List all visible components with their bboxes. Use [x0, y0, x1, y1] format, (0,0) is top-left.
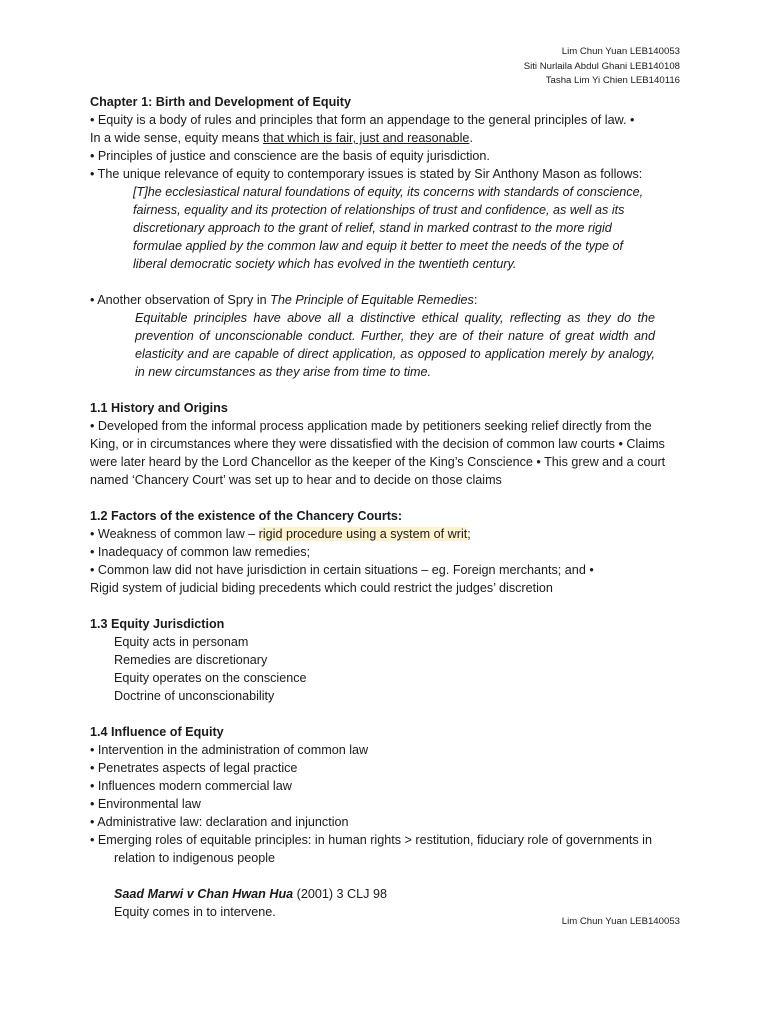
- list-item: Remedies are discretionary: [114, 653, 268, 667]
- paragraph-line: • Developed from the informal process application made by petitioners seeking relief directly from the: [90, 419, 652, 433]
- book-title: The Principle of Equitable Remedies: [270, 293, 474, 307]
- paragraph-line: named ‘Chancery Court’ was set up to hear and to decide on those claims: [90, 473, 502, 487]
- intro-line: • Equity is a body of rules and principles that form an appendage to the general principles of law. •: [90, 113, 635, 127]
- list-item: • Weakness of common law – rigid procedure using a system of writ;: [90, 527, 471, 541]
- list-item: • Emerging roles of equitable principles: in human rights > restitution, fiduciary role of governments in: [90, 833, 652, 847]
- list-item-continuation: relation to indigenous people: [114, 851, 276, 865]
- list-item: • Penetrates aspects of legal practice: [90, 761, 298, 775]
- spry-quote: Equitable principles have above all a distinctive ethical quality, reflecting as they do the prevention of unconscionable conduct. Further, they are of their nature of great width and elasticity and are capable of direct application, as opposed to application merely by analogy, in new circumstances as they arise from time to time.: [135, 311, 655, 379]
- section-heading: 1.1 History and Origins: [90, 401, 228, 415]
- list-item: Doctrine of unconscionability: [114, 689, 275, 703]
- author-line: Tasha Lim Yi Chien LEB140116: [545, 75, 680, 86]
- author-list: [524, 45, 680, 89]
- case-name: Saad Marwi v Chan Hwan Hua: [114, 887, 294, 901]
- intro-line: In a wide sense, equity means that which is fair, just and reasonable.: [90, 131, 473, 145]
- page-footer: Lim Chun Yuan LEB140053: [561, 916, 680, 927]
- intro-line: • The unique relevance of equity to contemporary issues is stated by Sir Anthony Mason as follows:: [90, 167, 643, 181]
- list-item: Equity operates on the conscience: [114, 671, 307, 685]
- underlined-phrase: that which is fair, just and reasonable: [262, 131, 470, 145]
- intro-line: • Principles of justice and conscience are the basis of equity jurisdiction.: [90, 149, 490, 163]
- list-item: • Influences modern commercial law: [90, 779, 292, 793]
- mason-quote: [T]he ecclesiastical natural foundations of equity, its concerns with standards of conscience, fairness, equality and its protection of relationships of trust and confidence, as well as its discretionary approach to the grant of relief, stand in marked contrast to the more rigid formulae applied by the common law and equip it better to meet the needs of the type of liberal democratic society which has evolved in the twentieth century.: [133, 185, 644, 271]
- paragraph-line: were later heard by the Lord Chancellor as the keeper of the King’s Conscience • This grew and a court: [90, 455, 666, 469]
- author-line: Lim Chun Yuan LEB140053: [561, 46, 680, 57]
- case-citation: Saad Marwi v Chan Hwan Hua (2001) 3 CLJ 98: [114, 887, 387, 901]
- chapter-title: Chapter 1: Birth and Development of Equity: [90, 95, 351, 109]
- spry-intro: • Another observation of Spry in The Principle of Equitable Remedies:: [90, 293, 478, 307]
- author-line: Siti Nurlaila Abdul Ghani LEB140108: [523, 60, 680, 72]
- list-item: Equity acts in personam: [114, 635, 249, 649]
- document-body: [90, 93, 690, 921]
- list-item: • Environmental law: [90, 797, 201, 811]
- highlighted-text: rigid procedure using a system of writ: [258, 527, 468, 541]
- section-heading: 1.2 Factors of the existence of the Chancery Courts:: [90, 509, 403, 523]
- paragraph-line: King, or in circumstances where they were dissatisfied with the decision of common law courts • Claims: [90, 437, 665, 451]
- list-item: Rigid system of judicial biding precedents which could restrict the judges’ discretion: [90, 581, 553, 595]
- case-note: Equity comes in to intervene.: [114, 905, 276, 919]
- list-item: • Inadequacy of common law remedies;: [90, 545, 311, 559]
- section-heading: 1.3 Equity Jurisdiction: [90, 617, 225, 631]
- list-item: • Common law did not have jurisdiction in certain situations – eg. Foreign merchants; and •: [90, 563, 594, 577]
- list-item: • Administrative law: declaration and injunction: [90, 815, 349, 829]
- list-item: • Intervention in the administration of common law: [90, 743, 369, 757]
- section-heading: 1.4 Influence of Equity: [90, 725, 224, 739]
